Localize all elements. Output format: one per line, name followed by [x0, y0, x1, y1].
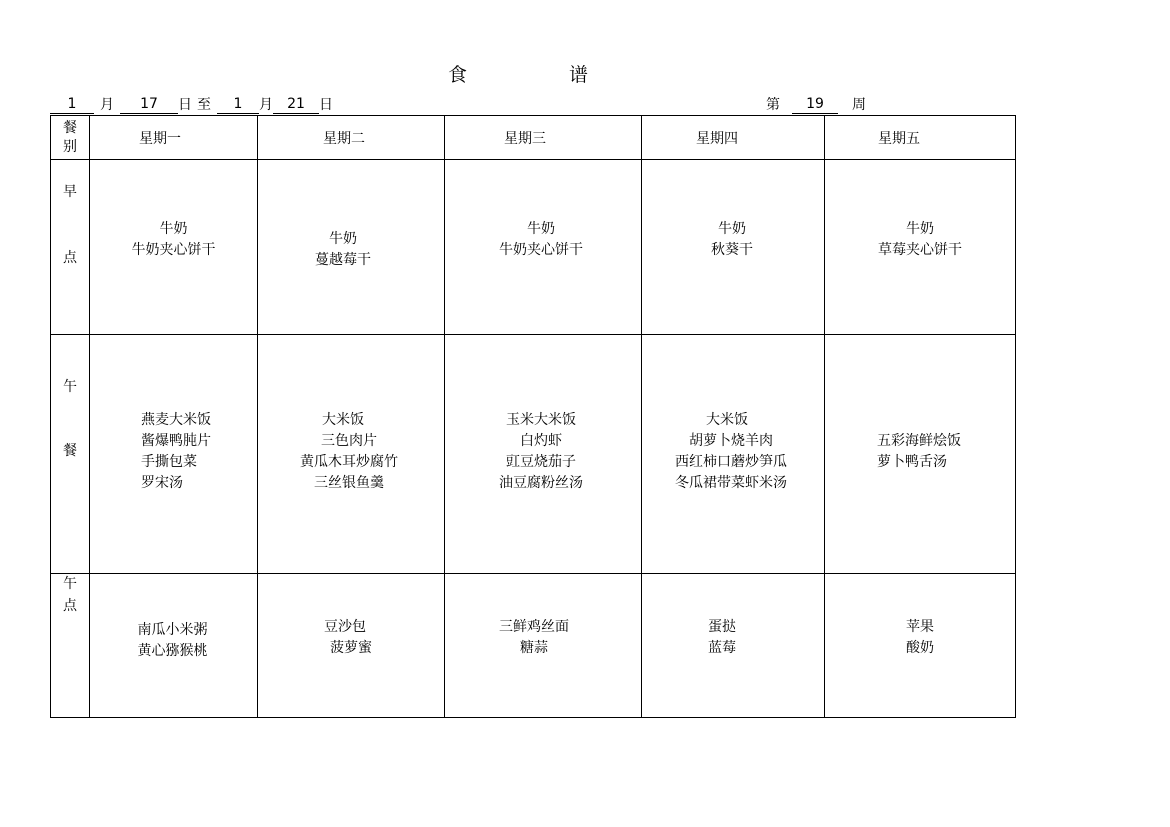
- menu-item: 西红柿口蘑炒笋瓜: [675, 454, 787, 470]
- meal-category-lunch: 午 餐: [51, 335, 90, 574]
- menu-item: 菠萝蜜: [330, 639, 372, 656]
- menu-cell: [445, 160, 642, 335]
- menu-item: 三丝银鱼羹: [314, 475, 384, 491]
- meal-category-header: 餐 别: [51, 116, 90, 160]
- day-header-wednesday: 星期三: [445, 116, 642, 160]
- menu-item: 五彩海鲜烩饭: [877, 433, 961, 449]
- menu-item: 玉米大米饭: [506, 412, 576, 428]
- menu-item: 燕麦大米饭: [141, 412, 211, 428]
- start-month: 1: [50, 95, 94, 114]
- meal-row-breakfast: [51, 160, 1016, 335]
- menu-item: 蛋挞: [708, 618, 736, 635]
- header-row: [51, 116, 1016, 160]
- menu-item: 牛奶: [906, 221, 934, 237]
- day-header-tuesday: 星期二: [258, 116, 445, 160]
- menu-cell: [90, 160, 258, 335]
- menu-cell: [825, 574, 1016, 718]
- menu-item: 牛奶: [159, 221, 188, 237]
- meal-category-breakfast: 早 点: [51, 160, 90, 335]
- menu-item: 南瓜小米粥: [137, 621, 208, 638]
- menu-item: 蔓越莓干: [315, 252, 371, 268]
- month-label-1: 月: [100, 97, 114, 113]
- meal-category-snack: 午 点: [51, 574, 90, 718]
- menu-item: 酸奶: [906, 639, 934, 656]
- menu-item: 罗宋汤: [141, 475, 183, 491]
- end-month: 1: [217, 95, 259, 114]
- weekly-menu-table: [50, 115, 1016, 718]
- day-label-1: 日: [178, 97, 192, 113]
- week-value: 19: [792, 95, 838, 114]
- meal-row-snack: [51, 574, 1016, 718]
- week-number: [766, 94, 866, 114]
- menu-item: 手撕包菜: [141, 454, 197, 470]
- menu-item: 萝卜鸭舌汤: [877, 454, 947, 470]
- menu-cell: [642, 335, 825, 574]
- menu-item: 牛奶: [718, 221, 746, 237]
- menu-item: 豆沙包: [324, 618, 366, 635]
- menu-cell: [90, 335, 258, 574]
- title-char-1: 食: [448, 64, 468, 86]
- week-prefix: 第: [766, 97, 780, 113]
- meal-row-lunch: [51, 335, 1016, 574]
- menu-item: 蓝莓: [708, 639, 736, 656]
- menu-cell: [445, 335, 642, 574]
- menu-cell: [258, 160, 445, 335]
- menu-item: 黄瓜木耳炒腐竹: [300, 454, 398, 470]
- menu-item: 胡萝卜烧羊肉: [689, 433, 773, 449]
- menu-item: 苹果: [906, 618, 934, 635]
- menu-item: 豇豆烧茄子: [506, 454, 576, 470]
- menu-item: 油豆腐粉丝汤: [499, 475, 583, 491]
- menu-cell: [642, 160, 825, 335]
- start-day: 17: [120, 95, 178, 114]
- menu-item: 黄心猕猴桃: [137, 642, 208, 659]
- menu-item: 三色肉片: [321, 433, 377, 449]
- day-label-2: 日: [319, 97, 333, 113]
- menu-item: 酱爆鸭肫片: [141, 433, 211, 449]
- menu-item: 牛奶夹心饼干: [131, 242, 216, 258]
- menu-cell: [445, 574, 642, 718]
- menu-item: 冬瓜裙带菜虾米汤: [675, 475, 787, 491]
- menu-item: 牛奶夹心饼干: [499, 242, 583, 258]
- menu-cell: [642, 574, 825, 718]
- day-header-friday: 星期五: [825, 116, 1016, 160]
- menu-item: 草莓夹心饼干: [878, 242, 962, 258]
- week-suffix: 周: [852, 97, 866, 113]
- title-char-2: 谱: [568, 64, 588, 86]
- menu-item: 秋葵干: [711, 242, 753, 258]
- day-header-monday: 星期一: [90, 116, 258, 160]
- day-header-thursday: 星期四: [642, 116, 825, 160]
- menu-item: 大米饭: [322, 412, 364, 428]
- end-day: 21: [273, 95, 319, 114]
- menu-title: [448, 60, 588, 86]
- menu-cell: [825, 160, 1016, 335]
- month-label-2: 月: [259, 97, 273, 113]
- menu-cell: [258, 574, 445, 718]
- menu-item: 白灼虾: [520, 433, 562, 449]
- menu-item: 牛奶: [329, 231, 357, 247]
- date-range: [50, 94, 333, 114]
- menu-item: 糖蒜: [520, 639, 548, 656]
- menu-item: 牛奶: [527, 221, 555, 237]
- menu-cell: [258, 335, 445, 574]
- menu-cell: [90, 574, 258, 718]
- menu-cell: [825, 335, 1016, 574]
- menu-item: 三鲜鸡丝面: [499, 618, 569, 635]
- to-label: 至: [197, 97, 211, 113]
- menu-item: 大米饭: [706, 412, 748, 428]
